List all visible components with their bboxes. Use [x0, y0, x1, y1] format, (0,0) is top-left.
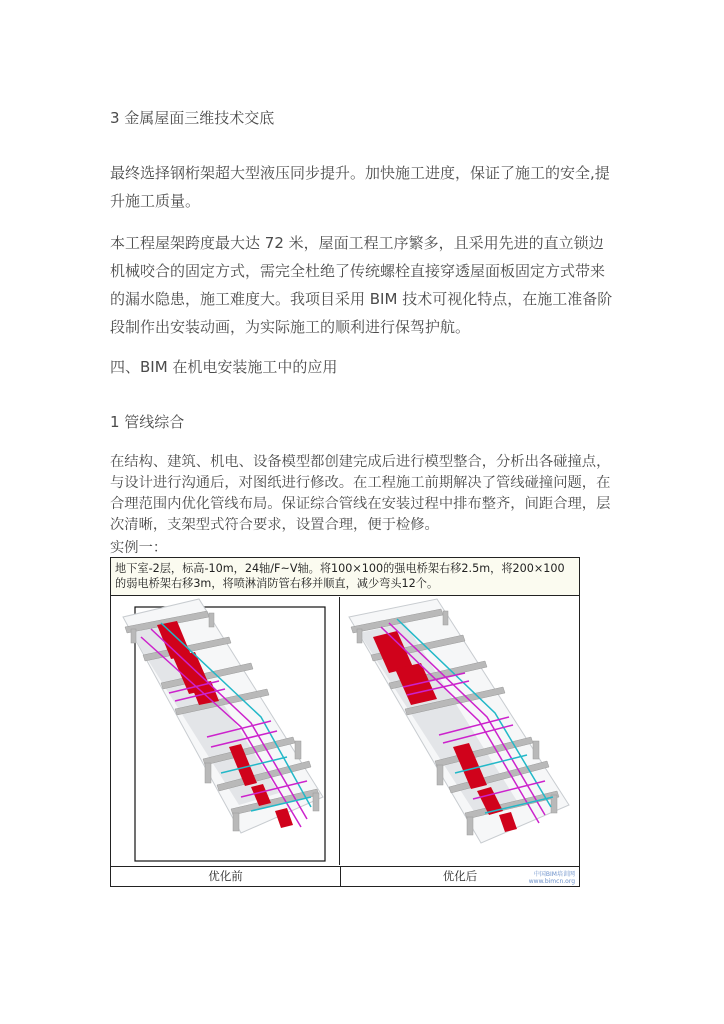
section-3-heading: 3 金属屋面三维技术交底	[110, 109, 275, 127]
section-4-1-heading: 1 管线综合	[110, 413, 185, 431]
paragraph-1: 最终选择钢桁架超大型液压同步提升。加快施工进度，保证了施工的安全,提升施工质量。	[110, 164, 610, 210]
comparison-figure	[110, 557, 580, 887]
example-label: 实例一：	[110, 540, 168, 556]
figure-caption: 地下室-2层，标高-10m，24轴/F~V轴。将100×100的强电桥架右移2.5m，将200×100的弱电桥架右移3m，将喷淋消防管右移并顺直，减少弯头12个。	[111, 558, 579, 596]
paragraph-3: 在结构、建筑、机电、设备模型都创建完成后进行模型整合，分析出各碰撞点，与设计进行沟通后，对图纸进行修改。在工程施工前期解决了管线碰撞问题，在合理范围内优化管线布局。保证综合管线在安装过程中排布整齐，间距合理，层次清晰，支架型式符合要求，设置合理，便于检修。	[110, 454, 611, 533]
panel-after	[341, 597, 579, 865]
label-after	[341, 866, 579, 886]
section-4-heading: 四、BIM 在机电安装施工中的应用	[110, 358, 338, 376]
label-before: 优化前	[111, 866, 341, 886]
label-after-text: 优化后	[442, 869, 478, 883]
watermark-line-1: 中国BIM培训网	[533, 871, 575, 878]
watermark-line-2: www.bimcn.org	[528, 878, 575, 885]
paragraph-2: 本工程屋架跨度最大达 72 米，屋面工程工序繁多，且采用先进的直立锁边机械咬合的固定方式，需完全杜绝了传统螺栓直接穿透屋面板固定方式带来的漏水隐患，施工难度大。我项目采用 BIM 技术可视化特点，在施工准备阶段制作出安装动画，为实际施工的顺利进行保驾护航。	[110, 234, 613, 336]
model-after-image	[341, 597, 579, 865]
watermark	[529, 871, 575, 885]
model-before-image	[111, 597, 340, 865]
panel-before	[111, 597, 340, 865]
